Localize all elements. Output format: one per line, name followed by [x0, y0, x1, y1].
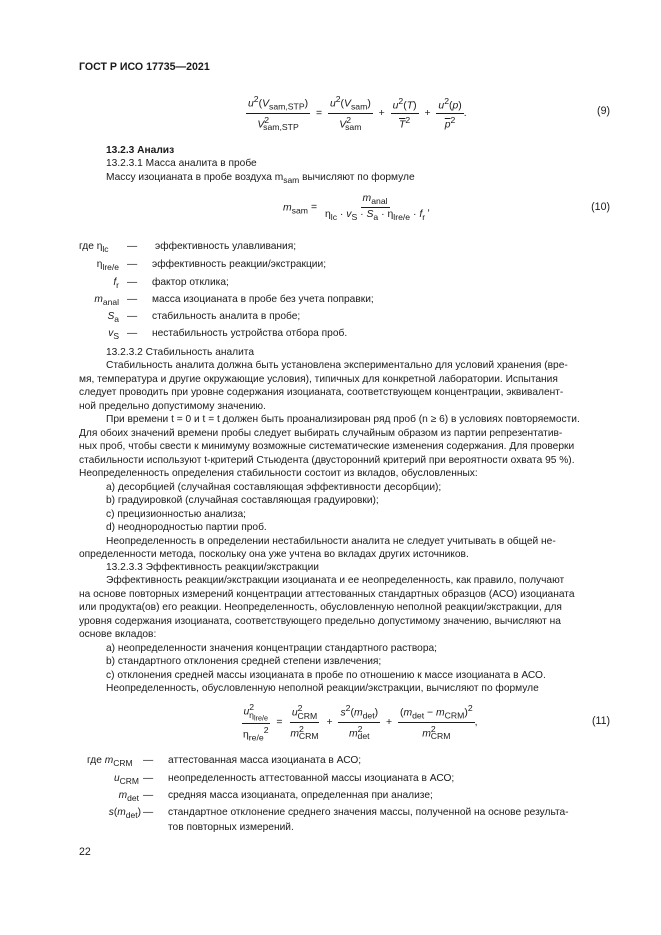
equation-10: $m_{sam}$ = $\frac{m_{anal}}{\eta_{lc} \cdot v_S \cdot S_a \cdot \eta_{lre/e} \cdot f_r}$ , — [283, 193, 431, 223]
subsection-title: 13.2.3.1 Масса аналита в пробе — [106, 158, 257, 169]
definition-item: $m_{anal}$ — масса изоцианата в пробе без учета поправки; — [94, 294, 374, 308]
document-header: ГОСТ Р ИСО 17735—2021 — [79, 61, 210, 73]
efficiency-title: 13.2.3.3 Эффективность реакции/экстракции — [106, 562, 319, 573]
definition-item: $u_{CRM}$ — неопределенность аттестованной массы изоцианата в АСО; — [113, 773, 455, 787]
stability-section — [79, 346, 614, 566]
text-line: Неопределенность, обусловленную неполной реакции/экстракции, вычисляют по формуле — [106, 683, 539, 694]
definition-item: $\eta_{lre/e}$ — эффективность реакции/экстракции; — [96, 259, 327, 273]
list-item: a) десорбцией (случайная составляющая эффективности десорбции); — [106, 482, 442, 493]
text-line: Неопределенность в определении нестабильности аналита не следует учитывать в общей не- — [106, 536, 556, 547]
text-line: ной предельно допустимому значению. — [79, 401, 266, 412]
section-title: 13.2.3 Анализ — [106, 145, 175, 156]
equation-9: $\frac{u^2(V_{sam,STP})}{V^2_{sam,STP}}$ = $\frac{u^2(V_{sam})}{V^2_{sam}}$ + $\frac{u^2(T)}{\overline{T}^2}$ + $\frac{u^2(p)}{\overline{p}^2}$ . — [248, 94, 467, 133]
list-item: d) неоднородностью партии проб. — [106, 522, 267, 533]
list-item: a) неопределенности значения концентрации стандартного раствора; — [106, 643, 437, 654]
list-item: c) отклонения средней массы изоцианата в пробе по отношению к массе изоцианата в АСО. — [106, 670, 546, 681]
definition-item: где $\eta_{lc}$ — эффективность улавливания; — [79, 241, 297, 255]
equation-11-number: (11) — [591, 715, 610, 727]
definition-item: $m_{det}$ — средняя масса изоцианата, определенная при анализе; — [118, 790, 433, 804]
stability-title: 13.2.3.2 Стабильность аналита — [106, 347, 255, 358]
text-line: основе вкладов: — [79, 629, 157, 640]
text-line: ных проб, чтобы свести к минимуму возможные систематические изменения содержания. Для проверки — [79, 441, 575, 452]
text-line: мя, температура и другие окружающие условия), типичных для конкретной лаборатории. Испытания — [79, 374, 558, 385]
text-line: Эффективность реакции/экстракции изоцианата и ее неопределенность, как правило, получают — [106, 575, 565, 586]
list-item: b) градуировкой (случайная составляющая градуировки); — [106, 495, 379, 506]
text-line: следует проводить при уровне содержания изоцианата, соответствующем концентрации, эквивалент- — [79, 387, 564, 398]
subsection-intro: Массу изоцианата в пробе воздуха $m_{sam}$ вычисляют по формуле — [106, 172, 415, 186]
list-item: b) стандартного отклонения средней степени извлечения; — [106, 656, 382, 667]
definition-item: $f_r$ — фактор отклика; — [113, 277, 229, 291]
page-number: 22 — [79, 846, 91, 858]
text-line: При времени t = 0 и t = t должен быть проанализирован ряд проб (n ≥ 6) в условиях повторяемости. — [106, 414, 580, 425]
definition-item: $S_a$ — стабильность аналита в пробе; — [107, 311, 301, 325]
text-line: Стабильность аналита должна быть установлена экспериментально для условий хранения (вре- — [106, 360, 568, 371]
equation-10-number: (10) — [591, 201, 610, 213]
text-line: Для обоих значений времени пробы следует выбирать случайным образом из партии репрезентатив- — [79, 428, 563, 439]
definition-item: $v_S$ — нестабильность устройства отбора проб. — [108, 328, 348, 342]
text-line: определенности метода, поскольку она уже учтена во вкладах других источников. — [79, 549, 469, 560]
text-line: уровня содержания изоцианата, соответствующего предельно допустимому значению, вычисляют на — [79, 616, 561, 627]
text-line: Неопределенность определения стабильности состоит из вкладов, обусловленных: — [79, 468, 478, 479]
definition-item-continued: тов повторных измерений. — [168, 822, 294, 833]
text-line: на основе повторных измерений концентрации аттестованных стандартных образцов (АСО) изоцианата — [79, 589, 575, 600]
definition-item: где $m_{CRM}$ — аттестованная масса изоцианата в АСО; — [87, 755, 362, 769]
list-item: c) прецизионностью анализа; — [106, 509, 246, 520]
text-line: или продукта(ов) его реакции. Неопределенность, обусловленную неполной реакции/экстракции, для — [79, 602, 562, 613]
equation-11: $\frac{u^2_{\eta_{lre/e}}}{\eta_{re/e}^2}$ = $\frac{u^2_{CRM}}{m^2_{CRM}}$ + $\frac{s^2(m_{det})}{m^2_{det}}$ + $\frac{(m_{det} - m_{CRM})^2}{m^2_{CRM}}$ , — [243, 702, 478, 743]
text-line: стабильности используют t-критерий Стьюдента (двусторонний критерий при вероятности охвата 95 %). — [79, 455, 575, 466]
definition-item: $s(m_{det})$ — стандартное отклонение среднего значения массы, полученной на основе результа- — [108, 807, 569, 821]
efficiency-section — [79, 561, 614, 696]
equation-9-number: (9) — [597, 105, 610, 117]
